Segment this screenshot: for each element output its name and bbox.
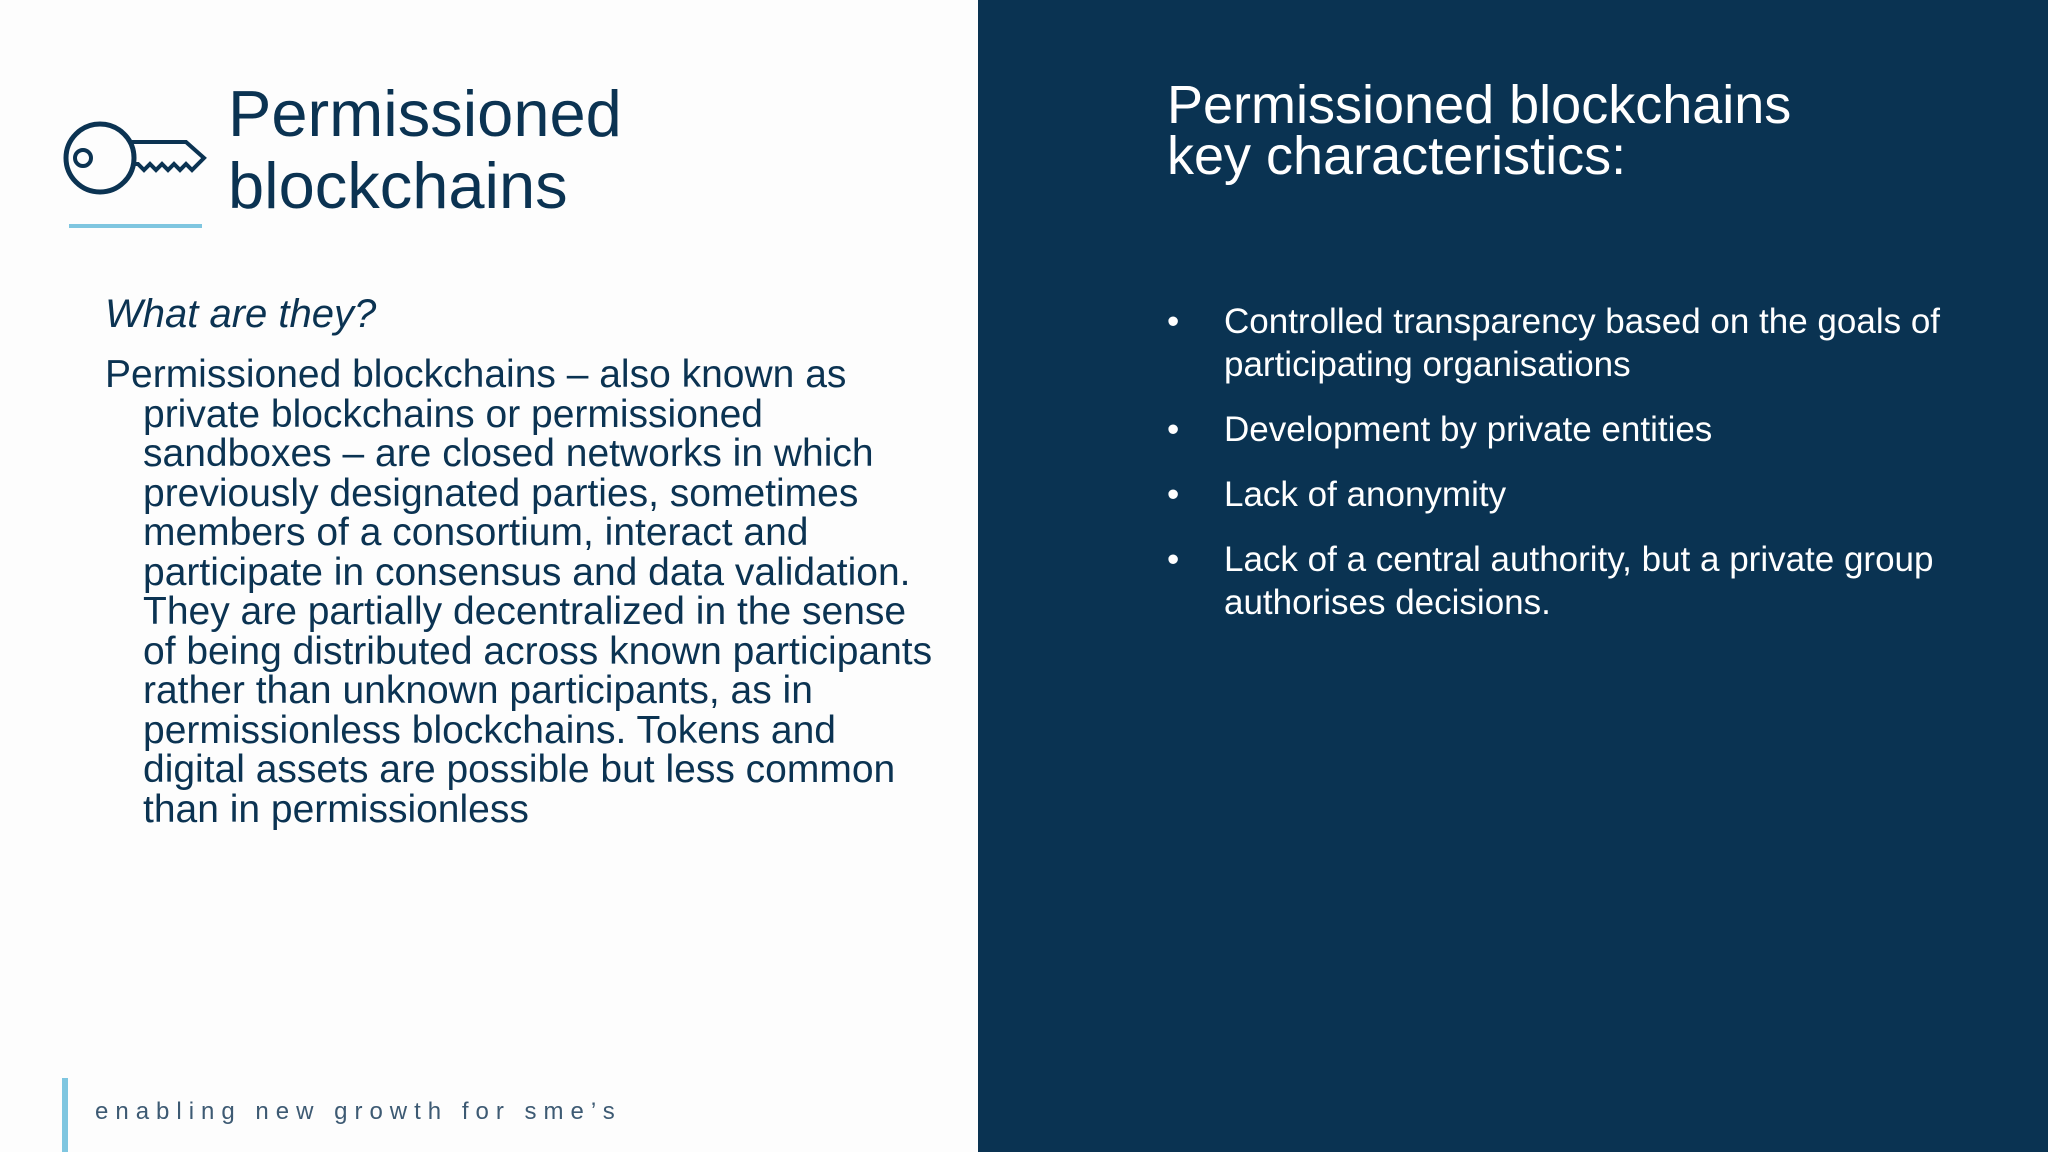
list-item-text: Controlled transparency based on the goals of participating organisations: [1224, 302, 1941, 384]
list-item-text: Lack of anonymity: [1224, 475, 1507, 514]
list-item-text: Lack of a central authority, but a private group authorises decisions.: [1224, 540, 1934, 622]
page-title: Permissioned blockchains: [228, 77, 622, 222]
characteristics-heading-line1: Permissioned blockchains: [1167, 75, 1792, 135]
list-item: [1167, 538, 1997, 624]
bullet-dot: •: [1167, 475, 1180, 514]
list-item: [1167, 473, 1997, 516]
body-paragraph: Permissioned blockchains – also known as private blockchains or permissioned sandboxes – are closed networks in which previously designated parties, sometimes members of a consortium, interact and participate in consensus and data validation. They are partially decentralized in the sense of being distributed across known participants rather than unknown participants, as in permissionless blockchains. Tokens and digital assets are possible but less common than in permissionless: [105, 353, 933, 831]
list-item: [1167, 408, 1997, 451]
characteristics-heading: [1167, 75, 1987, 186]
footer-tagline: enabling new growth for sme’s: [95, 1098, 622, 1125]
list-item: [1167, 300, 1997, 386]
left-panel: [0, 0, 978, 1152]
bullet-dot: •: [1167, 410, 1180, 449]
bullet-dot: •: [1167, 540, 1180, 579]
list-item-text: Development by private entities: [1224, 410, 1713, 449]
bullet-dot: •: [1167, 302, 1180, 341]
title-underline: [69, 224, 202, 228]
characteristics-list: [1167, 300, 1997, 646]
characteristics-heading-line2: key characteristics:: [1167, 126, 1627, 186]
footer-accent-bar: [62, 1078, 68, 1152]
key-icon: [62, 118, 208, 198]
subheading: What are they?: [105, 292, 377, 336]
